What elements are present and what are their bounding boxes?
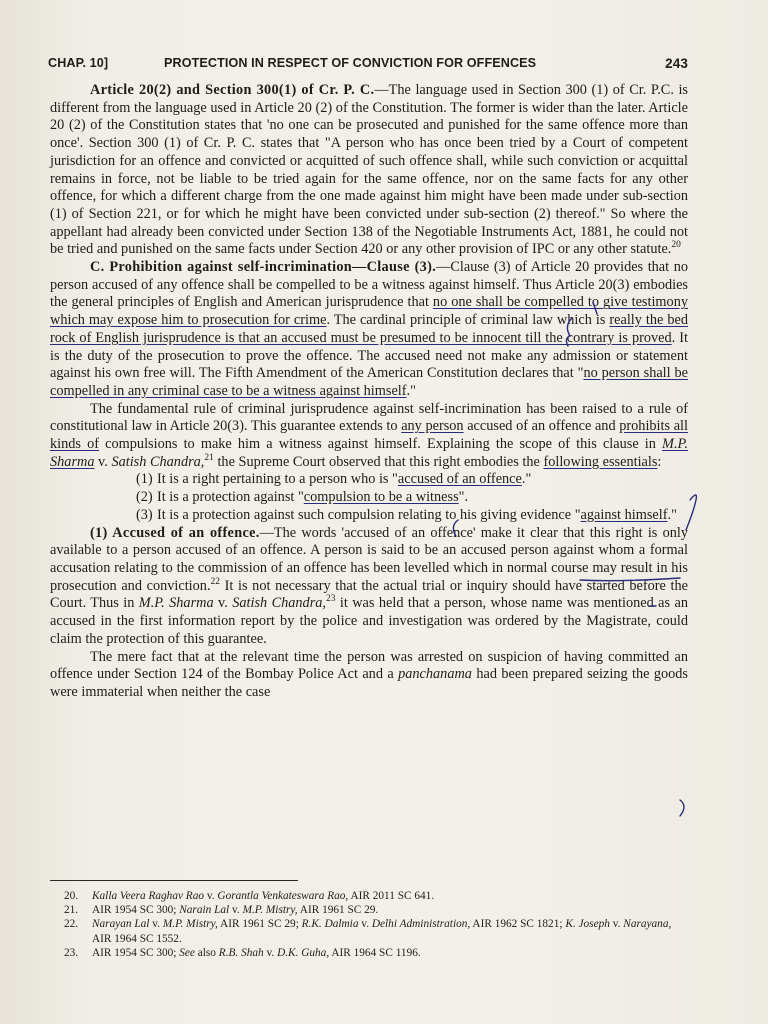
footnote-case-name: Narayana, [623,918,672,931]
paragraph-text: —The words 'accused of an offence' make it clear that this right is only available to a person accused of an offence. A person is said to be an accused person against whom a formal accusation relating to the commission of an offence has been levelled which in normal course may result in his prosecution and conviction. [50,524,688,594]
footnote-case-name: R.K. Dalmia [301,918,359,931]
running-title: PROTECTION IN RESPECT OF CONVICTION FOR OFFENCES [164,56,537,70]
footnote-run: v. [204,890,218,902]
italic-term: panchanama [398,666,472,683]
main-text [50,82,688,702]
footnote-ref: 21 [204,453,214,463]
footnote-number: 20. [64,890,79,902]
footnote-case-name: K. Joseph [565,918,610,931]
case-name: Satish Chandra, [111,453,205,470]
list-text: It is a protection against such compulsion relating to his giving evidence " [157,506,581,523]
essentials-list [50,471,688,524]
footnote-text [92,918,671,944]
paragraph-text: —The language used in Section 300 (1) of Cr. P.C. is different from the language used in Article 20 (2) of the Constitution. The former is wider than the later. Article 20 (2) of the Constitution states that 'no one can be prosecuted and punished for the same offence more than once'. Section 300 (1) of Cr. P. C. states that "A person who has once been tried by a Court of competent jurisdiction for an offence and convicted or acquitted of such offence shall, while such conviction or acquittal remains in force, not be liable to be tried again for the same offence, nor on the same facts for any other offence, for which a different charge from the one made against him might have been made under sub-section (1) of Section 221, or for which he might have been convicted under sub-section (2) thereof." So where the appellant had already been convicted under Section 138 of the Negotiable Instruments Act, 1881, he could not be tried and punished on the same facts under Section 420 or any other provision of IPC or any other statute. [50,82,688,258]
underlined-text: following essentials [543,453,658,470]
footnote-run: v. [609,918,624,931]
footnote-number: 23. [64,946,79,959]
underlined-text: really the bed rock of English jurisprudence is that an accused must be presumed to be innocent till the contrary is proved [50,312,688,346]
footnote-ref: 22 [210,576,221,587]
section-heading: (1) Accused of an offence. [90,524,260,541]
paragraph-article-20-2 [50,82,688,259]
footnote-case-name: Delhi Administration, [371,918,471,931]
footnote-ref: 20 [671,240,681,251]
paragraph-text: accused of an offence and [463,418,620,435]
list-item [136,507,688,525]
underlined-text: compulsion to be a witness [303,489,459,506]
footnote-text [92,904,378,916]
footnote-run: AIR 1964 SC 1196. [329,946,421,959]
list-item [136,489,688,507]
footnote-divider [50,880,298,881]
paragraph-text: : [657,453,662,470]
footnote-ref: 23 [325,594,336,605]
section-heading: Article 20(2) and Section 300(1) of Cr. P. C. [90,82,375,98]
footnote-case-name: See [179,946,195,959]
footnote [64,917,688,945]
footnote-number: 21. [64,904,79,917]
footnote [64,903,688,917]
page-number: 243 [665,56,688,71]
footnote-run: AIR 1961 SC 29. [297,904,379,917]
footnotes [64,889,688,960]
footnote [64,889,688,903]
list-number: (3) [136,506,153,523]
paragraph-text: the Supreme Court observed that this right embodies the [213,453,544,470]
paragraph-text: it was held that a person, whose name was mentioned as an accused in the first information report by the police and investigation was ordered by the Magistrate, could claim the protection of this guarantee. [50,595,688,647]
underlined-text: prohibits all kinds of [50,418,688,453]
footnote-run: AIR 1954 SC 300; [92,904,180,917]
list-number: (1) [136,471,153,488]
footnote-run: AIR 1962 SC 1821; [470,918,566,931]
footnote-run: AIR 1954 SC 300; [92,946,180,959]
paragraph-mere-fact [50,649,688,702]
paragraph-text: The fundamental rule of criminal jurisprudence against self-incrimination has been raised to a rule of constitutional law in Article 20(3). This guarantee extends to [50,400,688,435]
list-item [136,471,688,489]
footnote-case-name: M.P. Mistry, [162,918,218,931]
footnote-run: v. [263,946,278,959]
footnote-run: AIR 2011 SC 641. [348,890,435,902]
section-heading: C. Prohibition against self-incrimination—Clause (3). [90,259,437,276]
footnote-number: 22. [64,918,79,931]
case-name: M.P. Sharma [138,595,214,612]
list-text: It is a protection against " [157,489,304,506]
underlined-text: against himself [580,506,668,523]
paragraph-text: It is not necessary that the actual trial or inquiry should have started before the Court. Thus in [50,577,688,612]
footnote-case-name: Narain Lal [179,904,230,917]
bracket-mark [680,800,684,816]
footnote-run: v. [229,904,243,917]
footnote-case-name: D.K. Guha, [277,946,330,959]
list-text: It is a right pertaining to a person who is " [157,471,398,488]
paragraph-accused-of-offence [50,525,688,649]
footnote-case-name: M.P. Mistry, [242,904,298,917]
paragraph-text: ." [406,382,416,399]
underlined-text: no person shall be compelled in any criminal case to be a witness against himself [50,365,688,399]
paragraph-self-incrimination [50,259,688,401]
list-text: ". [458,489,469,506]
paragraph-text: had been prepared seizing the goods were immaterial when neither the case [50,666,689,700]
underlined-text: accused of an offence [397,471,522,488]
footnote-text [92,890,434,902]
paragraph-text: . It is the duty of the prosecution to prove the offence. The accused need not make any admission or statement against his own free will. The Fifth Amendment of the American Constitution declares that " [50,329,688,382]
list-text: ." [521,471,532,488]
case-name: M.P. Sharma [50,436,688,470]
footnote-text [92,947,421,959]
paragraph-text: v. [94,453,112,470]
footnote-case-name: Narayan Lal [92,918,150,931]
footnote-run: AIR 1964 SC 1552. [92,932,182,945]
underlined-text: any person [401,418,464,435]
paragraph-text: v. [213,595,233,612]
footnote-case-name: Kalla Veera Raghav Rao [92,890,205,902]
footnote-run: AIR 1961 SC 29; [217,918,302,931]
chapter-label: CHAP. 10] [48,56,109,70]
paragraph-text: . The cardinal principle of criminal law which is [326,312,610,329]
case-name: Satish Chandra, [232,595,326,612]
paragraph-fundamental-rule [50,401,688,472]
footnote-run: v. [149,918,163,931]
footnote-run: v. [358,918,372,931]
list-number: (2) [136,489,153,506]
paragraph-text: The mere fact that at the relevant time the person was arrested on suspicion of having committed an offence under Section 124 of the Bombay Police Act and a [50,648,688,683]
footnote-run: also [194,946,219,959]
list-text: ." [667,506,677,523]
footnote-case-name: R.B. Shah [218,946,264,959]
underlined-text: no one shall be compelled to give testimony which may expose him to prosecution for crime [50,294,688,329]
paragraph-text: compulsions to make him a witness against himself. Explaining the scope of this clause in [99,436,663,453]
paragraph-text: —Clause (3) of Article 20 provides that no person accused of any offence shall be compelled to be a witness against himself. Thus Article 20(3) embodies the general principles of English and American jurisprudence that [50,259,688,311]
footnote [64,946,688,960]
footnote-case-name: Gorantla Venkateswara Rao, [217,890,349,902]
